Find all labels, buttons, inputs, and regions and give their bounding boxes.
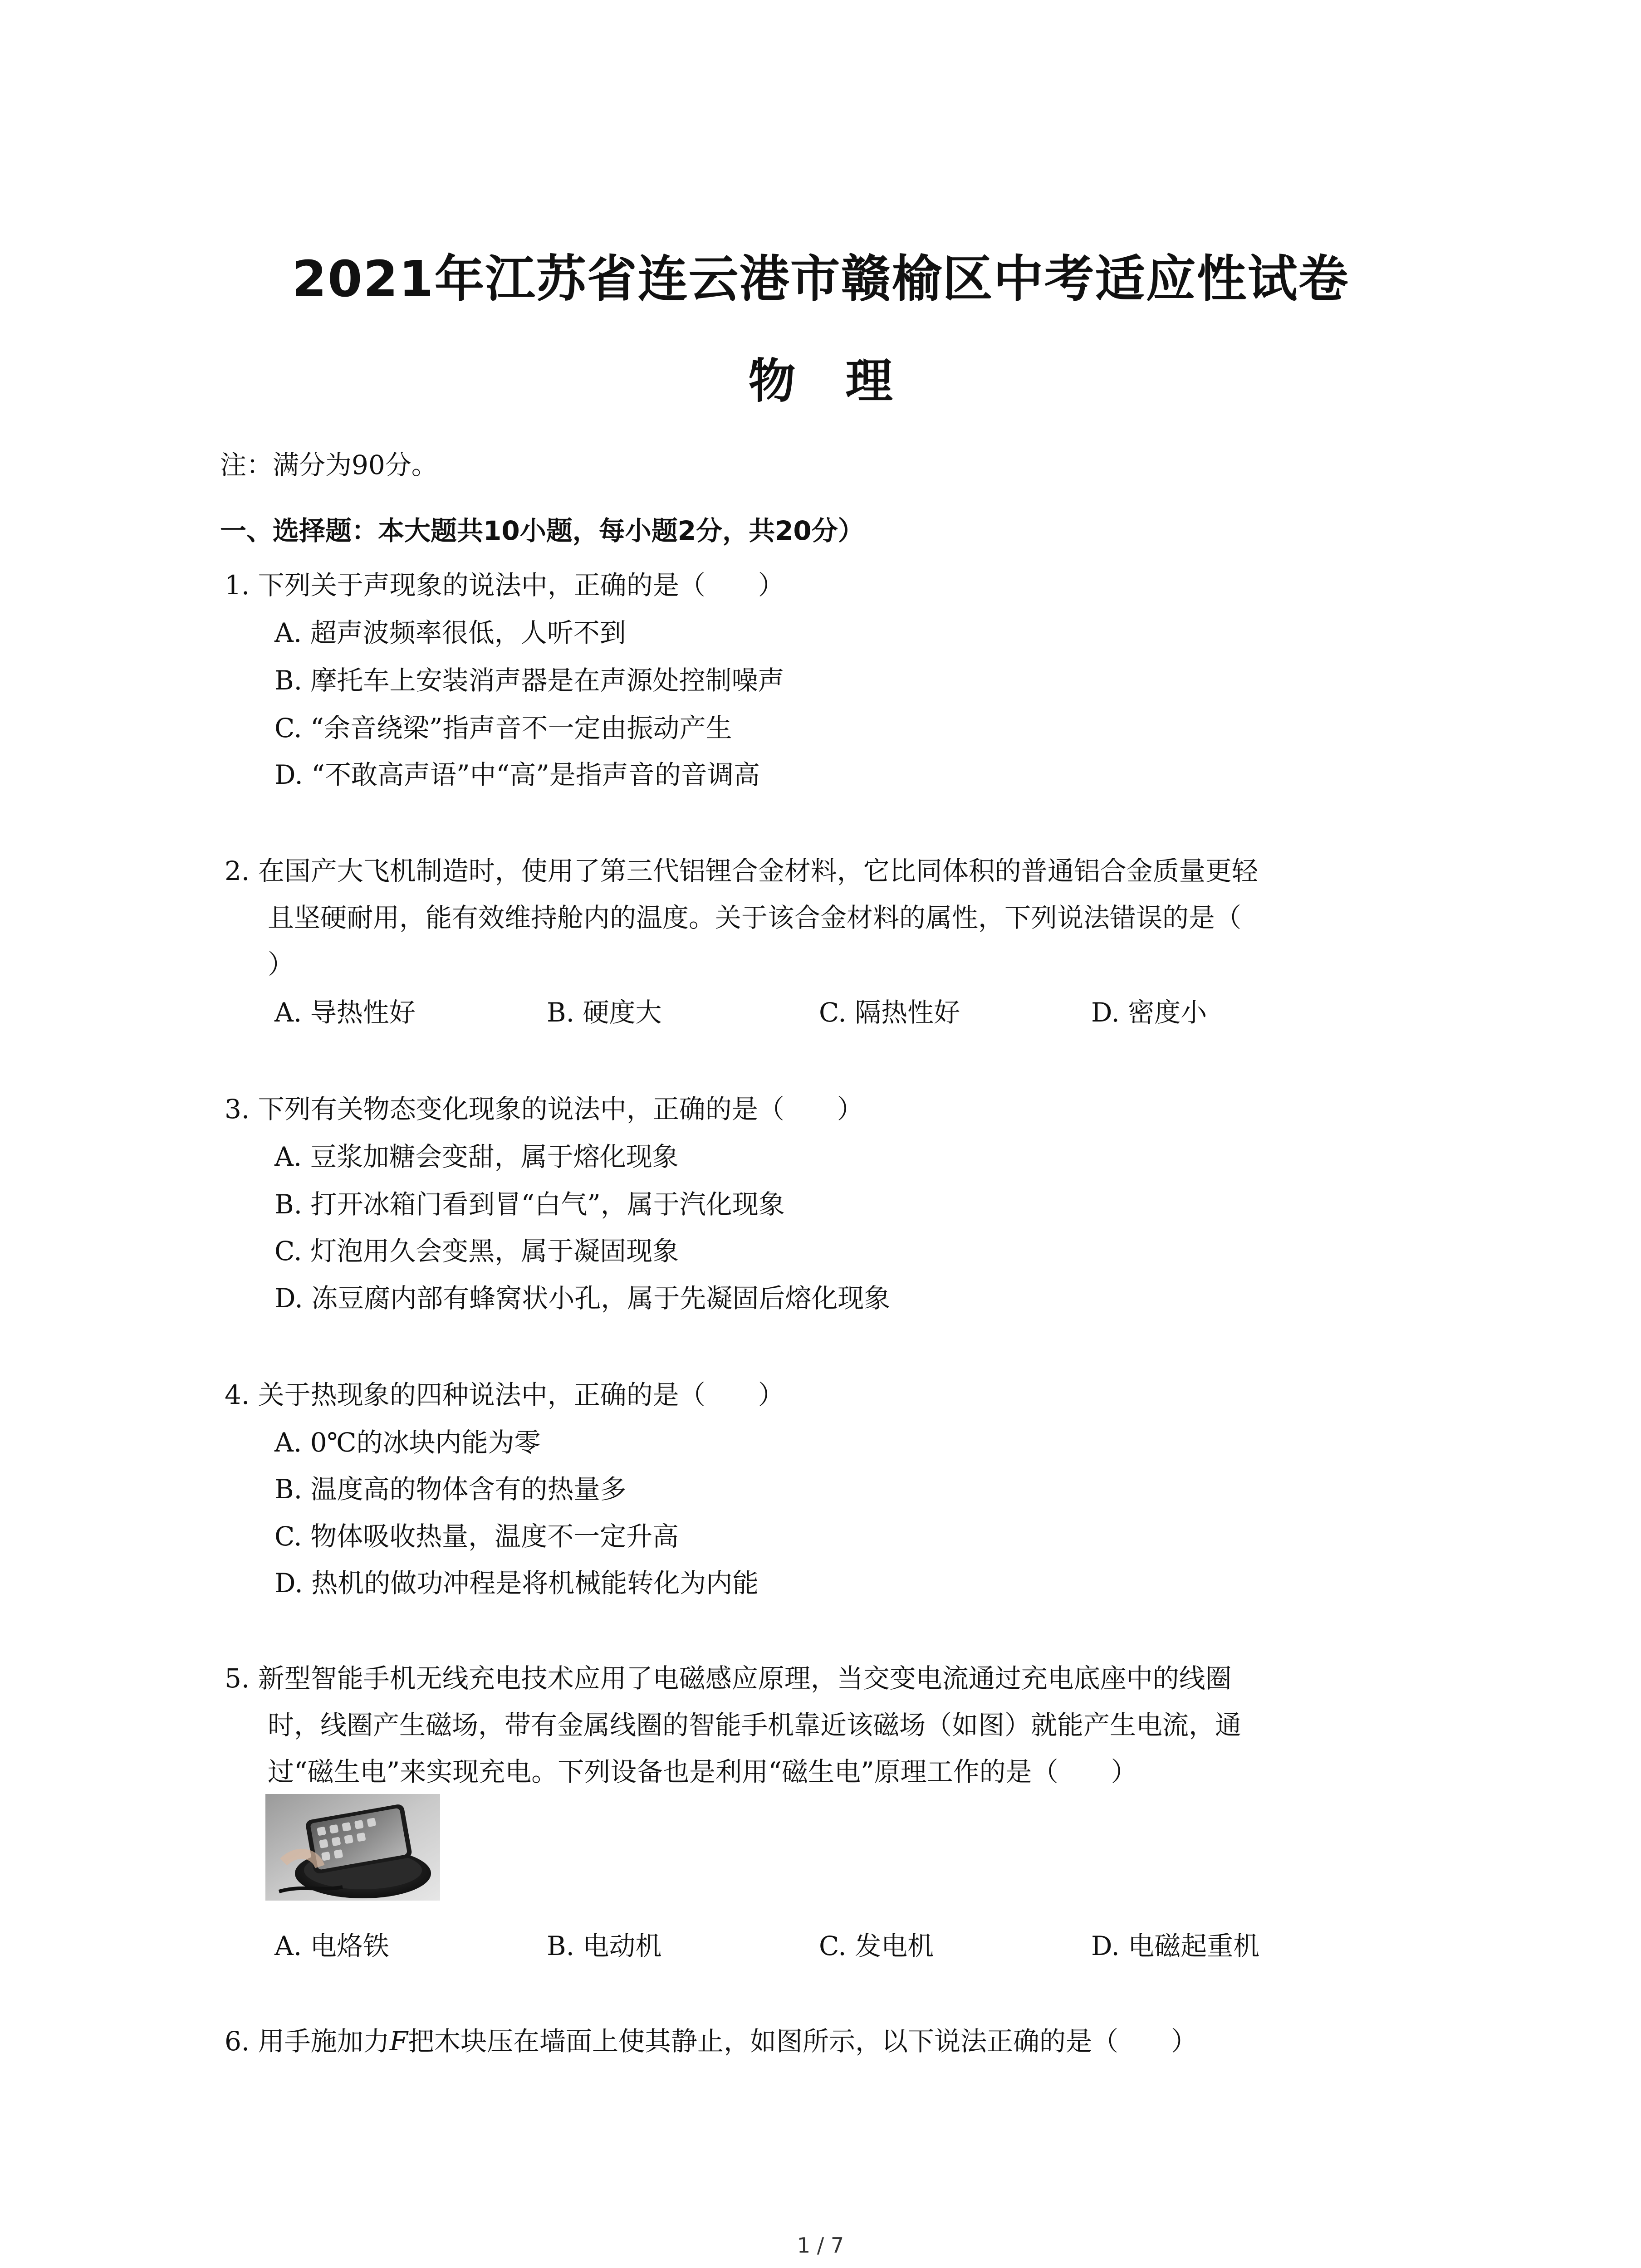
- question-1-option-a: A. 超声波频率很低，人听不到: [274, 617, 626, 648]
- question-2-option-b: B. 硬度大: [547, 997, 662, 1028]
- question-1-option-d: D. “不敢高声语”中“高”是指声音的音调高: [274, 759, 760, 790]
- question-2-option-a: A. 导热性好: [274, 997, 416, 1028]
- question-2-stem-line3: ）: [268, 949, 294, 980]
- question-2-option-c: C. 隔热性好: [819, 997, 960, 1028]
- question-1-option-c: C. “余音绕梁”指声音不一定由振动产生: [274, 713, 732, 743]
- section-heading: 一、选择题：本大题共10小题，每小题2分，共20分）: [220, 515, 864, 546]
- score-note: 注：满分为90分。: [220, 450, 438, 480]
- question-6-stem-start: 6. 用手施加力: [225, 2026, 390, 2057]
- question-2-stem-line1: 2. 在国产大飞机制造时，使用了第三代铝锂合金材料，它比同体积的普通铝合金质量更轻: [225, 855, 1258, 886]
- question-3-option-b: B. 打开冰箱门看到冒“白气”，属于汽化现象: [274, 1189, 785, 1220]
- question-4-option-a: A. 0℃的冰块内能为零: [274, 1427, 541, 1458]
- question-2-stem-line2: 且坚硬耐用，能有效维持舱内的温度。关于该合金材料的属性，下列说法错误的是（: [268, 902, 1242, 933]
- wireless-charging-phone-image: [265, 1794, 440, 1901]
- question-3-option-a: A. 豆浆加糖会变甜，属于熔化现象: [274, 1141, 679, 1172]
- question-1-option-b: B. 摩托车上安装消声器是在声源处控制噪声: [274, 665, 784, 696]
- question-1-stem: 1. 下列关于声现象的说法中，正确的是（ ）: [225, 570, 784, 601]
- question-5-stem-line2: 时，线圈产生磁场，带有金属线圈的智能手机靠近该磁场（如图）就能产生电流，通: [268, 1710, 1242, 1740]
- question-2-option-d: D. 密度小: [1091, 997, 1207, 1028]
- question-4-option-d: D. 热机的做功冲程是将机械能转化为内能: [274, 1568, 759, 1598]
- question-5-option-c: C. 发电机: [819, 1931, 934, 1961]
- question-6-stem-end: 把木块压在墙面上使其静止，如图所示，以下说法正确的是（ ）: [408, 2026, 1198, 2057]
- question-6-stem: [225, 2023, 1197, 2059]
- question-4-option-b: B. 温度高的物体含有的热量多: [274, 1474, 627, 1505]
- question-3-option-c: C. 灯泡用久会变黑，属于凝固现象: [274, 1236, 679, 1266]
- subject-heading: 物理: [748, 353, 943, 409]
- question-5-stem-line1: 5. 新型智能手机无线充电技术应用了电磁感应原理，当交变电流通过充电底座中的线圈: [225, 1663, 1232, 1694]
- question-5-option-d: D. 电磁起重机: [1091, 1931, 1260, 1961]
- page-number: 1 / 7: [797, 2233, 844, 2258]
- question-5-option-a: A. 电烙铁: [274, 1931, 389, 1961]
- question-5-option-b: B. 电动机: [547, 1931, 662, 1961]
- question-3-option-d: D. 冻豆腐内部有蜂窝状小孔，属于先凝固后熔化现象: [274, 1283, 891, 1314]
- force-variable-f: F: [389, 2026, 408, 2057]
- exam-title: 2021年江苏省连云港市赣榆区中考适应性试卷: [292, 250, 1349, 308]
- question-5-stem-line3: 过“磁生电”来实现充电。下列设备也是利用“磁生电”原理工作的是（ ）: [268, 1756, 1137, 1787]
- question-4-stem: 4. 关于热现象的四种说法中，正确的是（ ）: [225, 1379, 784, 1410]
- question-4-option-c: C. 物体吸收热量，温度不一定升高: [274, 1521, 679, 1552]
- question-3-stem: 3. 下列有关物态变化现象的说法中，正确的是（ ）: [225, 1094, 863, 1124]
